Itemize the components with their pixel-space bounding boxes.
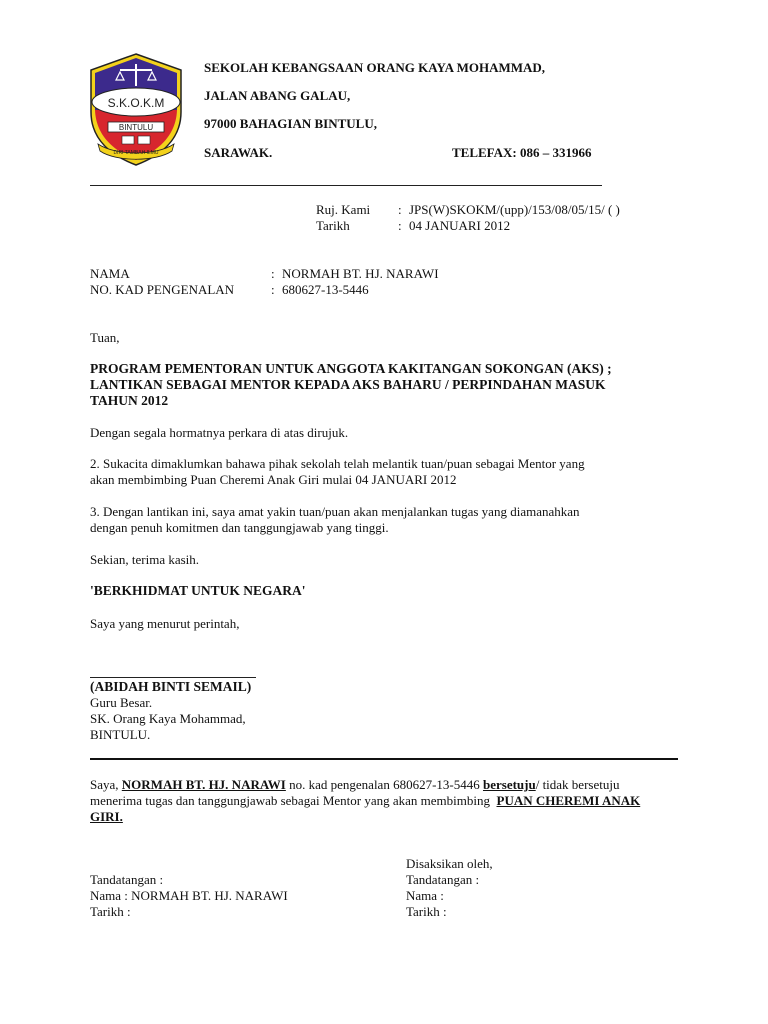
salutation: Tuan,	[90, 330, 120, 345]
acceptance-duty-text: menerima tugas dan tanggungjawab sebagai Mentor yang akan membimbing	[90, 793, 490, 808]
witness-label: Disaksikan oleh,	[406, 856, 493, 871]
recipient-ic-label: NO. KAD PENGENALAN	[90, 282, 235, 297]
header-telefax: TELEFAX: 086 – 331966	[452, 145, 592, 160]
yours-faithfully: Saya yang menurut perintah,	[90, 616, 240, 631]
right-sign-label: Tandatangan :	[406, 872, 480, 887]
paragraph-3-line-1: 3. Dengan lantikan ini, saya amat yakin tuan/puan akan menjalankan tugas yang diamanahkan	[90, 504, 580, 519]
signatory-school: SK. Orang Kaya Mohammad,	[90, 711, 246, 726]
header-state: SARAWAK.	[204, 145, 273, 160]
slogan: 'BERKHIDMAT UNTUK NEGARA'	[90, 583, 306, 598]
ref-date-label: Tarikh	[316, 218, 350, 233]
subject-line-1: PROGRAM PEMENTORAN UNTUK ANGGOTA KAKITANGAN SOKONGAN (AKS) ;	[90, 361, 612, 376]
header-divider	[90, 185, 602, 186]
acceptance-line-1	[90, 777, 619, 793]
right-date-label: Tarikh :	[406, 904, 447, 919]
paragraph-2-line-2: akan membimbing Puan Cheremi Anak Giri mulai 04 JANUARI 2012	[90, 472, 457, 487]
subject-line-3: TAHUN 2012	[90, 393, 169, 408]
ref-date-value: 04 JANUARI 2012	[409, 218, 511, 233]
paragraph-2-line-1: 2. Sukacita dimaklumkan bahawa pihak sekolah telah melantik tuan/puan sebagai Mentor yang	[90, 456, 585, 471]
recipient-name-label: NAMA	[90, 266, 130, 281]
acceptance-line-2	[90, 793, 640, 809]
acceptance-agree: bersetuju	[482, 777, 536, 792]
acceptance-mentee-1: PUAN CHEREMI ANAK	[496, 793, 641, 808]
logo-town: BINTULU	[118, 123, 154, 132]
ref-colon: :	[398, 202, 402, 217]
header-address-2: 97000 BAHAGIAN BINTULU,	[204, 116, 377, 131]
ref-value: JPS(W)SKOKM/(upp)/153/08/05/15/ ( )	[409, 202, 620, 217]
header-school-name: SEKOLAH KEBANGSAAN ORANG KAYA MOHAMMAD,	[204, 60, 546, 75]
acceptance-ic-text: no. kad pengenalan 680627-13-5446	[285, 777, 483, 792]
left-date-label: Tarikh :	[90, 904, 131, 919]
acceptance-mentee-2: GIRI.	[90, 809, 123, 824]
closing: Sekian, terima kasih.	[90, 552, 200, 567]
ref-label: Ruj. Kami	[316, 202, 371, 217]
logo-acronym: S.K.O.K.M	[107, 96, 165, 110]
subject-line-2: LANTIKAN SEBAGAI MENTOR KEPADA AKS BAHARU / PERPINDAHAN MASUK	[90, 377, 606, 392]
recipient-name-colon: :	[271, 266, 275, 281]
acceptance-saya: Saya,	[90, 777, 119, 792]
signatory-name: (ABIDAH BINTI SEMAIL)	[90, 679, 252, 694]
header-address-1: JALAN ABANG GALAU,	[204, 88, 351, 103]
right-name-label: Nama :	[406, 888, 444, 903]
paragraph-1: Dengan segala hormatnya perkara di atas dirujuk.	[90, 425, 349, 440]
left-name-line: Nama : NORMAH BT. HJ. NARAWI	[90, 888, 288, 903]
acceptance-divider	[90, 758, 678, 760]
left-sign-label: Tandatangan :	[90, 872, 164, 887]
recipient-name-value: NORMAH BT. HJ. NARAWI	[282, 266, 439, 281]
signatory-title: Guru Besar.	[90, 695, 153, 710]
acceptance-name: NORMAH BT. HJ. NARAWI	[121, 777, 286, 792]
recipient-ic-value: 680627-13-5446	[282, 282, 369, 297]
recipient-ic-colon: :	[271, 282, 275, 297]
school-logo	[86, 52, 186, 168]
signature-line	[90, 677, 256, 678]
acceptance-disagree: / tidak bersetuju	[535, 777, 620, 792]
logo-motto: DIRI TAMBAH ILMU	[113, 150, 159, 156]
paragraph-3-line-2: dengan penuh komitmen dan tanggungjawab yang tinggi.	[90, 520, 389, 535]
school-crest-icon	[86, 52, 186, 168]
signatory-town: BINTULU.	[90, 727, 151, 742]
ref-date-colon: :	[398, 218, 402, 233]
